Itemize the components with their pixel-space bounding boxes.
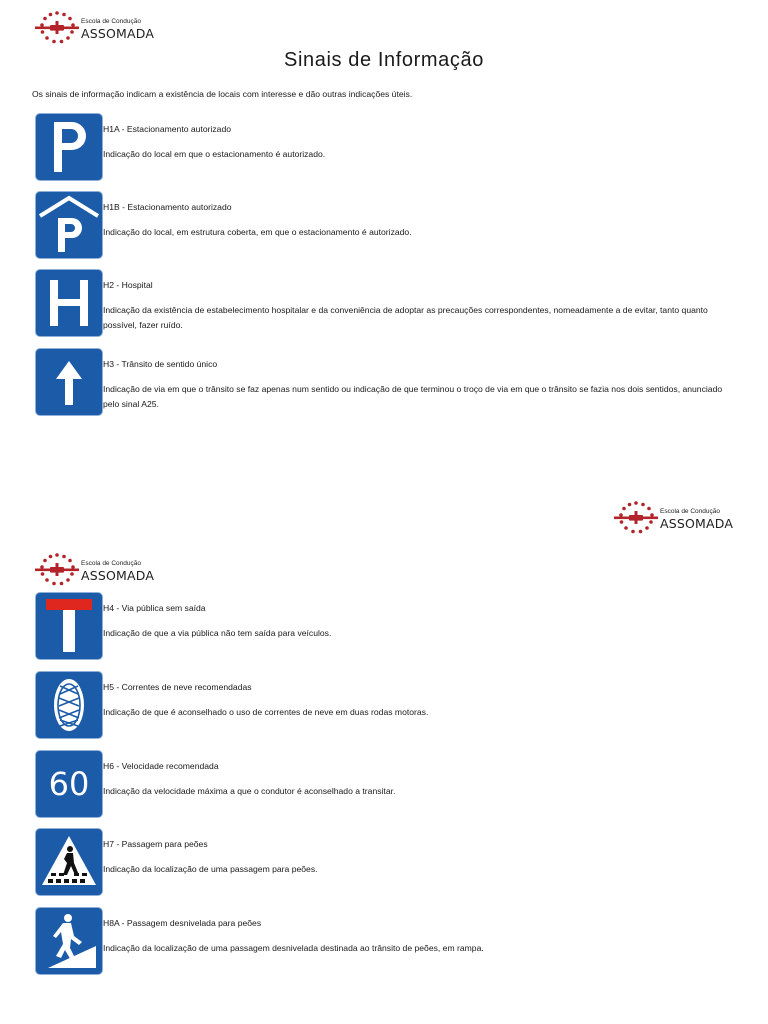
sign-entry-h1a — [36, 114, 736, 182]
sign-code: H7 - Passagem para peões — [103, 839, 208, 849]
sign-entry-h7 — [36, 829, 736, 897]
logo-name: ASSOMADA — [660, 516, 734, 531]
sign-entry-h2 — [36, 270, 736, 338]
intro-text: Os sinais de informação indicam a existência de locais com interesse e dão outras indicações úteis. — [32, 89, 413, 99]
pedestrian-ramp-icon — [36, 908, 102, 974]
speed-value: 60 — [48, 765, 90, 803]
logo-school-label: Escola de Condução — [81, 18, 141, 25]
sign-entry-h8a — [36, 908, 736, 976]
snow-chains-icon — [36, 672, 102, 738]
sign-code: H8A - Passagem desnivelada para peões — [103, 918, 262, 928]
covered-parking-icon — [36, 192, 102, 258]
steering-wheel-logo-icon — [613, 500, 659, 536]
one-way-arrow-icon — [36, 349, 102, 415]
page-title: Sinais de Informação — [284, 49, 484, 71]
steering-wheel-logo-icon — [34, 552, 80, 588]
sign-entry-h3 — [36, 349, 736, 417]
sign-description: Indicação de que é aconselhado o uso de correntes de neve em duas rodas motoras. — [103, 707, 429, 717]
logo-name: ASSOMADA — [81, 26, 155, 41]
logo-school-label: Escola de Condução — [660, 508, 720, 515]
sign-entry-h1b — [36, 192, 736, 260]
sign-description: Indicação da localização de uma passagem para peões. — [103, 864, 318, 874]
school-logo-right — [613, 500, 743, 540]
sign-code: H2 - Hospital — [103, 280, 153, 290]
sign-description: Indicação da existência de estabelecimento hospitalar e da conveniência de adoptar as precauções correspondentes, nomeadamente a de evitar, tanto quanto possível, fazer ruído. — [103, 305, 708, 330]
sign-entry-h5 — [36, 672, 736, 740]
sign-code: H1A - Estacionamento autorizado — [103, 124, 232, 134]
sign-description: Indicação do local, em estrutura coberta, em que o estacionamento é autorizado. — [103, 227, 412, 237]
pedestrian-crossing-icon — [36, 829, 102, 895]
sign-code: H1B - Estacionamento autorizado — [103, 202, 232, 212]
dead-end-icon — [36, 593, 102, 659]
sign-code: H5 - Correntes de neve recomendadas — [103, 682, 252, 692]
school-logo-top — [34, 10, 164, 50]
hospital-icon — [36, 270, 102, 336]
sign-entry-h6 — [36, 751, 736, 819]
logo-school-label: Escola de Condução — [81, 560, 141, 567]
sign-code: H3 - Trânsito de sentido único — [103, 359, 218, 369]
steering-wheel-logo-icon — [34, 10, 80, 46]
sign-description: Indicação de que a via pública não tem saída para veículos. — [103, 628, 332, 638]
parking-icon — [36, 114, 102, 180]
sign-description: Indicação da localização de uma passagem desnivelada destinada ao trânsito de peões, em rampa. — [103, 943, 484, 953]
sign-code: H4 - Via pública sem saída — [103, 603, 206, 613]
recommended-speed-icon — [36, 751, 102, 817]
sign-description: Indicação de via em que o trânsito se faz apenas num sentido ou indicação de que terminou o troço de via em que o trânsito se fazia nos dois sentidos, anunciado pelo sinal A25. — [103, 384, 723, 409]
school-logo-left — [34, 552, 164, 592]
sign-entry-h4 — [36, 593, 736, 661]
sign-description: Indicação do local em que o estacionamento é autorizado. — [103, 149, 326, 159]
logo-name: ASSOMADA — [81, 568, 155, 583]
sign-description: Indicação da velocidade máxima a que o condutor é aconselhado a transitar. — [103, 786, 396, 796]
sign-code: H6 - Velocidade recomendada — [103, 761, 219, 771]
